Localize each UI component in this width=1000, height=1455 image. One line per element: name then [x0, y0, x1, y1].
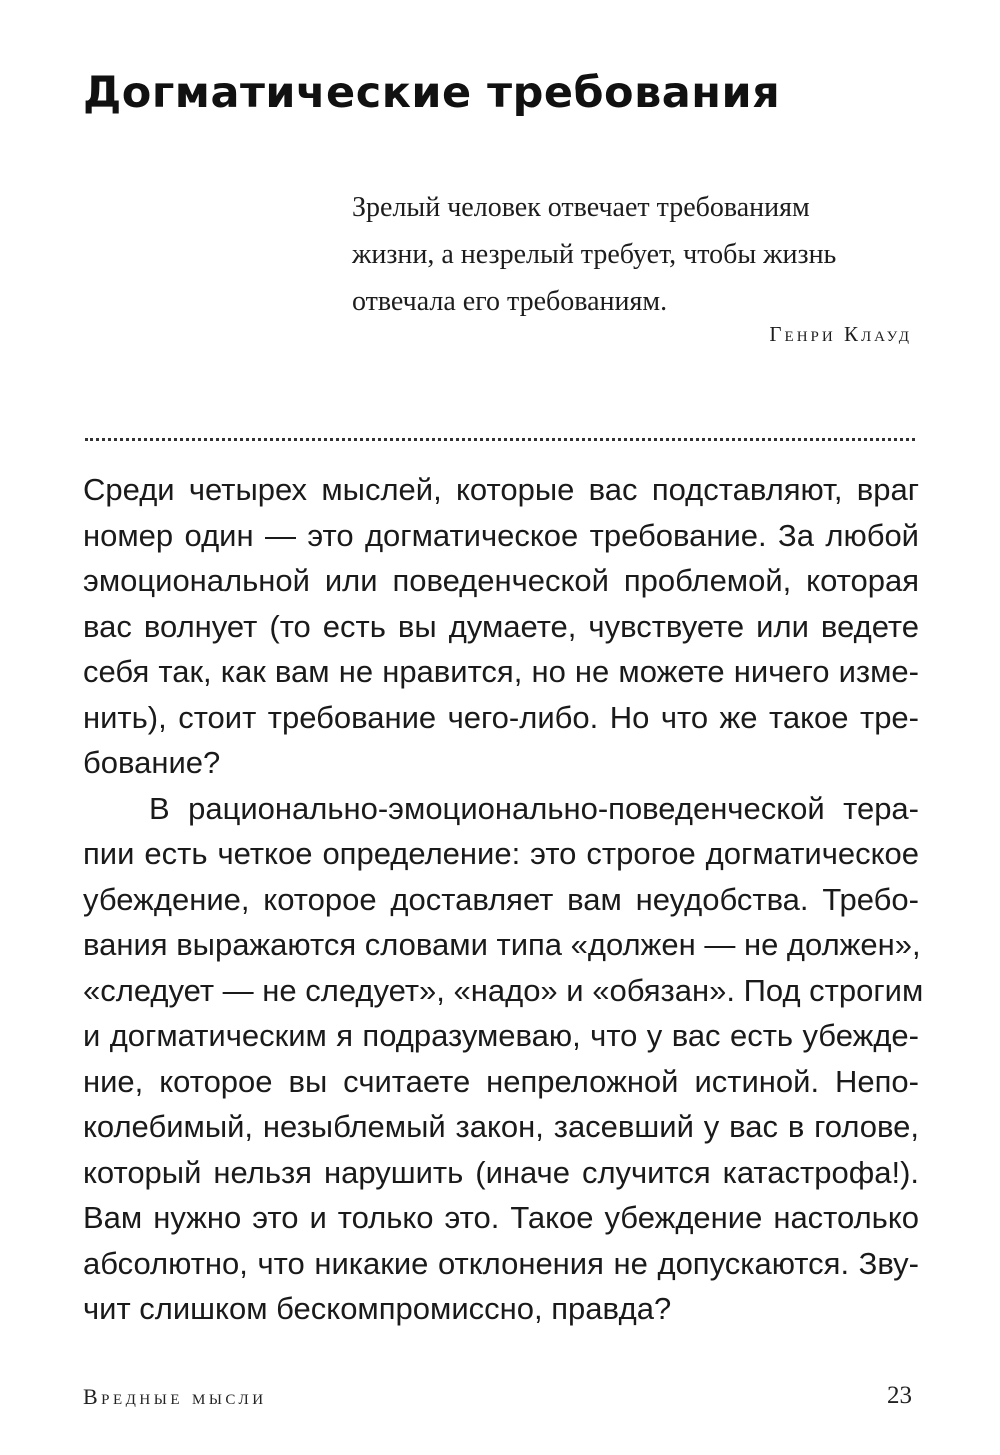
epigraph-author: Генри Клауд: [769, 322, 912, 346]
text-line: Среди четырех мыслей, которые вас подставляют, враг: [83, 472, 919, 507]
text-line: убеждение, которое доставляет вам неудобства. Требо-: [83, 881, 919, 917]
paragraph: [83, 467, 919, 786]
text-line: «следует — не следует», «надо» и «обязан». Под строгим: [83, 972, 924, 1008]
epigraph-line: жизни, а незрелый требует, чтобы жизнь: [352, 239, 837, 270]
text-line: ние, которое вы считаете непреложной истиной. Непо-: [83, 1063, 919, 1099]
text-line: и догматическим я подразумеваю, что у вас есть убежде-: [83, 1018, 919, 1053]
text-line: вас волнует (то есть вы думаете, чувствуете или ведете: [83, 608, 919, 644]
body-text: [83, 467, 924, 1332]
text-line: нить), стоит требование чего-либо. Но что же такое тре-: [83, 699, 919, 735]
text-line: вания выражаются словами типа «должен — не должен»,: [83, 927, 921, 962]
text-line: себя так, как вам не нравится, но не можете ничего изме-: [83, 654, 919, 689]
text-line: номер один — это догматическое требование. За любой: [83, 517, 919, 553]
dotted-divider: [85, 438, 915, 441]
text-line: пии есть четкое определение: это строгое догматическое: [83, 836, 919, 871]
text-line: В рационально-эмоционально-поведенческой тера-: [149, 790, 919, 826]
text-line: который нельзя нарушить (иначе случится катастрофа!).: [83, 1154, 919, 1190]
text-line: бование?: [83, 745, 221, 780]
text-line: Вам нужно это и только это. Такое убеждение настолько: [83, 1200, 919, 1235]
page-number: 23: [887, 1382, 912, 1409]
running-title: Вредные мысли: [83, 1384, 267, 1409]
text-line: колебимый, незыблемый закон, засевший у вас в голове,: [83, 1109, 919, 1144]
text-line: абсолютно, что никакие отклонения не допускаются. Зву-: [83, 1245, 919, 1281]
paragraph: [83, 786, 924, 1332]
epigraph: [352, 184, 917, 325]
epigraph-line: Зрелый человек отвечает требованиям: [352, 192, 810, 223]
text-line: чит слишком бескомпромиссно, правда?: [83, 1291, 672, 1326]
epigraph-line: отвечала его требованиям.: [352, 286, 668, 317]
text-line: эмоциональной или поведенческой проблемой, которая: [83, 563, 919, 598]
chapter-title: Догматические требования: [83, 68, 781, 118]
